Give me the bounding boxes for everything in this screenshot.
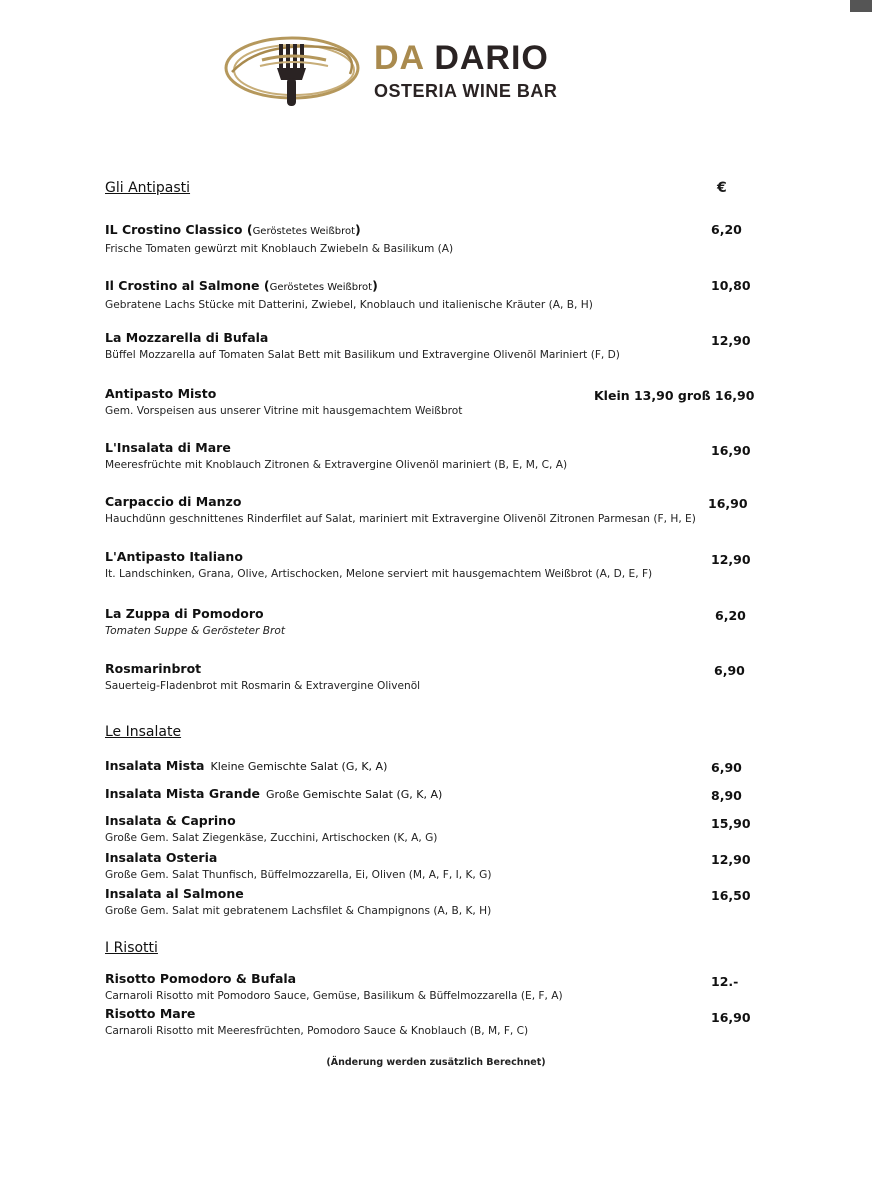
currency-symbol: €: [717, 180, 727, 196]
menu-item: [105, 849, 765, 884]
item-price: 6,20: [711, 222, 742, 237]
item-price: 10,80: [711, 278, 751, 293]
item-name: Insalata & Caprino: [105, 813, 236, 828]
scan-corner-mark: [850, 0, 872, 12]
menu-item: [105, 785, 765, 804]
item-price: 12,90: [711, 333, 751, 348]
item-price: 6,20: [715, 608, 746, 623]
section-title-insalate: Le Insalate: [105, 724, 182, 740]
item-price: 16,50: [711, 888, 751, 903]
brand-subtitle: OSTERIA WINE BAR: [374, 81, 558, 101]
menu-item: [105, 970, 765, 1005]
item-description: Meeresfrüchte mit Knoblauch Zitronen & Extravergine Olivenöl mariniert (B, E, M, C, A): [105, 459, 568, 471]
brand-da: DA: [374, 39, 424, 77]
menu-item: [105, 277, 765, 314]
item-name: Risotto Pomodoro & Bufala: [105, 971, 297, 986]
item-name: Insalata Mista Kleine Gemischte Salat (G, K, A): [105, 758, 388, 773]
item-description: Große Gem. Salat mit gebratenem Lachsfilet & Champignons (A, B, K, H): [105, 905, 492, 917]
item-name: Carpaccio di Manzo: [105, 494, 242, 509]
item-name: L'Antipasto Italiano: [105, 549, 243, 564]
menu-item: [105, 812, 765, 847]
menu-item: [105, 885, 765, 920]
item-name: Insalata Mista Grande Große Gemischte Salat (G, K, A): [105, 786, 443, 801]
section-title-risotti: I Risotti: [105, 940, 158, 956]
item-name: L'Insalata di Mare: [105, 440, 231, 455]
item-description: Frische Tomaten gewürzt mit Knoblauch Zwiebeln & Basilikum (A): [105, 243, 454, 255]
item-description: Hauchdünn geschnittenes Rinderfilet auf Salat, mariniert mit Extravergine Olivenöl Zitronen Parmesan (F, H, E): [105, 513, 696, 525]
menu-item: [105, 548, 765, 583]
item-price: 12.-: [711, 974, 739, 989]
item-name: Il Crostino al Salmone (Geröstetes Weißbrot): [105, 278, 378, 293]
footnote: (Änderung werden zusätzlich Berechnet): [326, 1057, 546, 1068]
item-price: 12,90: [711, 852, 751, 867]
item-price: 16,90: [711, 1010, 751, 1025]
menu-item: [105, 757, 765, 776]
item-description: It. Landschinken, Grana, Olive, Artischocken, Melone serviert mit hausgemachtem Weißbrot (A, D, E, F): [105, 568, 653, 580]
brand-title: [374, 38, 549, 78]
item-price: Klein 13,90 groß 16,90: [594, 388, 755, 403]
item-name: Rosmarinbrot: [105, 661, 202, 676]
item-price: 6,90: [711, 760, 742, 775]
item-name: Insalata Osteria: [105, 850, 218, 865]
menu-item: [105, 329, 765, 364]
menu-item: [105, 493, 765, 528]
menu-item: [105, 660, 765, 695]
item-name: Risotto Mare: [105, 1006, 196, 1021]
menu-item: [105, 1005, 765, 1040]
item-name: La Zuppa di Pomodoro: [105, 606, 264, 621]
item-description: Carnaroli Risotto mit Pomodoro Sauce, Gemüse, Basilikum & Büffelmozzarella (E, F, A): [105, 990, 563, 1002]
item-description: Gebratene Lachs Stücke mit Datterini, Zwiebel, Knoblauch und italienische Kräuter (A, B, H): [105, 299, 593, 311]
item-description: Tomaten Suppe & Gerösteter Brot: [105, 625, 286, 637]
item-description: Gem. Vorspeisen aus unserer Vitrine mit hausgemachtem Weißbrot: [105, 405, 463, 417]
item-description: Carnaroli Risotto mit Meeresfrüchten, Pomodoro Sauce & Knoblauch (B, M, F, C): [105, 1025, 529, 1037]
item-name: Insalata al Salmone: [105, 886, 244, 901]
item-price: 6,90: [714, 663, 745, 678]
item-description: Sauerteig-Fladenbrot mit Rosmarin & Extravergine Olivenöl: [105, 680, 421, 692]
item-price: 16,90: [708, 496, 748, 511]
item-description: Büffel Mozzarella auf Tomaten Salat Bett mit Basilikum und Extravergine Olivenöl Mariniert (F, D): [105, 349, 620, 361]
brand-dario: DARIO: [434, 39, 549, 77]
menu-item: [105, 605, 765, 640]
item-description: Große Gem. Salat Thunfisch, Büffelmozzarella, Ei, Oliven (M, A, F, I, K, G): [105, 869, 492, 881]
fork-logo-icon: [222, 30, 362, 110]
item-price: 16,90: [711, 443, 751, 458]
menu-item: [105, 439, 765, 474]
item-price: 15,90: [711, 816, 751, 831]
section-title-antipasti: Gli Antipasti: [105, 180, 191, 196]
item-name: La Mozzarella di Bufala: [105, 330, 269, 345]
item-description: Große Gem. Salat Ziegenkäse, Zucchini, Artischocken (K, A, G): [105, 832, 438, 844]
item-price: 12,90: [711, 552, 751, 567]
item-name: IL Crostino Classico (Geröstetes Weißbrot): [105, 222, 361, 237]
menu-item: [105, 221, 765, 258]
item-name: Antipasto Misto: [105, 386, 217, 401]
item-price: 8,90: [711, 788, 742, 803]
